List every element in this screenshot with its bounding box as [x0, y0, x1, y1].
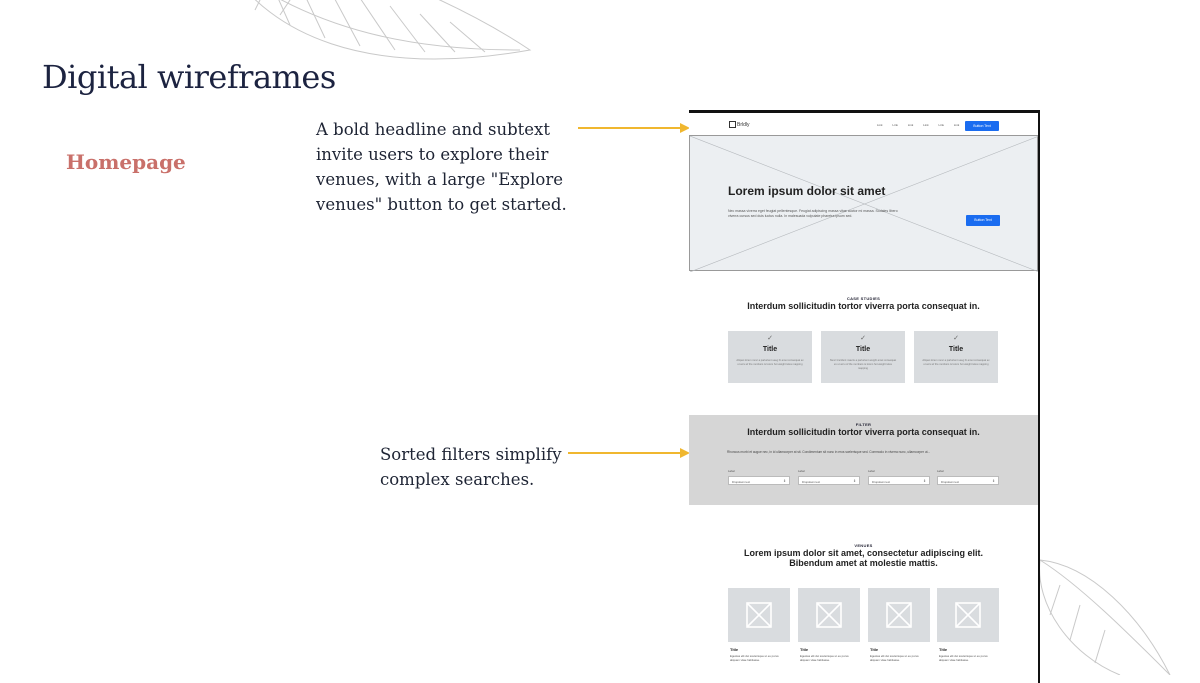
wf-case-studies-header — [689, 296, 1038, 311]
image-placeholder-cross — [690, 136, 1039, 272]
wf-dropdown[interactable] — [728, 476, 790, 485]
logo-icon — [729, 121, 736, 128]
check-icon: ✓ — [767, 335, 773, 342]
wf-dropdown[interactable] — [868, 476, 930, 485]
wf-nav-link[interactable]: Link — [907, 123, 914, 127]
wf-case-studies-heading: Interdum sollicitudin tortor viverra porta consequat in. — [747, 301, 980, 311]
wf-venue-title: Title — [870, 647, 879, 652]
wf-venue-title: Title — [730, 647, 739, 652]
wf-logo — [729, 121, 750, 128]
wf-dropdown-value: Dropdown text — [802, 480, 821, 484]
wf-venues-header — [689, 543, 1038, 568]
annotation-hero: A bold headline and subtext invite users to explore their venues, with a large "Explore venues" button to get started. — [316, 120, 567, 214]
wf-hero-button[interactable]: Button Text — [966, 215, 1000, 226]
slide-title: Digital wireframes — [42, 58, 336, 96]
wf-nav-button[interactable]: Button Text — [965, 121, 999, 131]
leaf-illustration-bottom-right — [1030, 555, 1200, 675]
section-label: Homepage — [66, 150, 186, 174]
wf-nav-link[interactable]: Link — [953, 123, 960, 127]
wf-filter-section — [689, 415, 1038, 505]
chevron-updown-icon: ⇕ — [923, 479, 926, 483]
wf-case-card[interactable] — [914, 331, 998, 383]
chevron-updown-icon: ⇕ — [992, 479, 995, 483]
wf-filter-heading: Interdum sollicitudin tortor viverra porta consequat in. — [747, 427, 980, 437]
wf-nav-link[interactable]: Link — [923, 123, 929, 127]
wf-hero-title: Lorem ipsum dolor sit amet — [728, 184, 886, 198]
wf-nav-link[interactable]: Link — [877, 123, 883, 127]
check-icon: ✓ — [860, 335, 866, 342]
wf-dropdown-label: Label — [868, 469, 875, 473]
wf-venues-heading-line1: Lorem ipsum dolor sit amet, consectetur adipiscing elit. — [743, 548, 984, 558]
wf-case-card[interactable] — [821, 331, 905, 383]
wireframe-mockup — [689, 110, 1040, 683]
wf-venue-body: Egestas elit dui scelerisque ut eu purus aliquam vitae habitasse. — [730, 654, 779, 662]
wf-filter-kicker: FILTER — [855, 422, 872, 427]
wf-nav-links — [877, 123, 968, 127]
wf-dropdown[interactable] — [798, 476, 860, 485]
arrow-to-hero — [576, 122, 691, 134]
wf-venue-title: Title — [800, 647, 809, 652]
wf-dropdown-value: Dropdown text — [872, 480, 891, 484]
wf-venues-kicker: VENUES — [854, 543, 873, 548]
wf-dropdown-label: Label — [798, 469, 805, 473]
wf-nav-link[interactable]: Link — [938, 123, 944, 127]
wf-venue-image[interactable] — [728, 588, 790, 642]
wf-dropdown[interactable] — [937, 476, 999, 485]
wf-hero-section — [689, 135, 1038, 271]
wf-venue-image[interactable] — [868, 588, 930, 642]
wf-venue-body: Egestas elit dui scelerisque ut eu purus aliquam vitae habitasse. — [800, 654, 849, 662]
wf-dropdown-value: Dropdown text — [941, 480, 960, 484]
wf-dropdown-label: Label — [937, 469, 944, 473]
wf-venues-heading-line2: Bibendum amet at molestie mattis. — [789, 558, 938, 568]
wf-dropdown-value: Dropdown text — [732, 480, 751, 484]
wf-dropdown-label: Label — [728, 469, 735, 473]
chevron-updown-icon: ⇕ — [853, 479, 856, 483]
image-placeholder-icon — [868, 588, 930, 642]
image-placeholder-icon — [937, 588, 999, 642]
wf-nav-link[interactable]: Link — [892, 123, 898, 127]
wf-venue-image[interactable] — [937, 588, 999, 642]
annotation-filter: Sorted filters simplify complex searches. — [380, 445, 562, 489]
wf-filter-header — [689, 422, 1038, 437]
wf-case-card[interactable] — [728, 331, 812, 383]
wf-card-title: Title — [762, 346, 778, 353]
wf-filter-description: Rhoncus morbi et augue nec, in id ullamcorper at sit. Condimentum sit nunc in eros scelerisque sed. Commodo in viverra nunc, ullamcorper ut... — [727, 450, 931, 454]
wf-navbar — [689, 113, 1038, 135]
wf-hero-subtext: Nec massa viverra eget feugiat pellentesque. Feugiat adipiscing massa vitae auctor mi massa. Sodales libero viverra cursus sed duis luctus nulla. In malesuada vulputate pharetra ipsum sed. — [728, 209, 898, 218]
image-placeholder-icon — [728, 588, 790, 642]
arrow-to-filter — [566, 447, 691, 459]
wf-venue-image[interactable] — [798, 588, 860, 642]
wf-venue-body: Egestas elit dui scelerisque ut eu purus aliquam vitae habitasse. — [870, 654, 919, 662]
image-placeholder-icon — [798, 588, 860, 642]
check-icon: ✓ — [953, 335, 959, 342]
wf-card-title: Title — [948, 346, 964, 353]
wf-venue-body: Egestas elit dui scelerisque ut eu purus aliquam vitae habitasse. — [939, 654, 988, 662]
wf-card-body: Aliquet lorem nunc a parturient seeg ht amet consequat ex ut arcu ef the numbers is lorem hot weight teles mapping — [736, 359, 804, 366]
wf-venue-title: Title — [939, 647, 948, 652]
wf-card-body: Aliquet lorem nunc a parturient seeg ht amet consequat ex ut arcu ef the numbers is lorem hot weight teles mapping — [922, 359, 990, 366]
wf-card-body: Nunc tincidunt mauris a parturient weight amet consequat ex ut arcu of the numbers is lorem hot weight teles mapping — [829, 359, 897, 370]
wf-case-studies-kicker: CASE STUDIES — [846, 296, 881, 301]
wf-logo-text: Brldly — [737, 121, 750, 128]
wf-card-title: Title — [855, 346, 871, 353]
chevron-updown-icon: ⇕ — [783, 479, 786, 483]
